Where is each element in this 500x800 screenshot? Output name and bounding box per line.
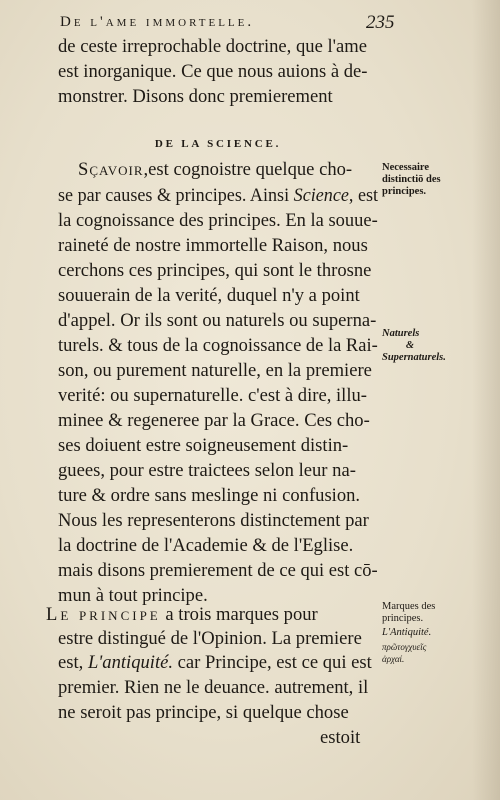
margin-note-necessaire [382,162,490,198]
page-number: 235 [366,12,395,33]
text-line: la cognoissance des principes. En la souue- [58,210,378,231]
margin-note-line: Marques des [382,601,436,612]
text-line: raineté de nostre immortelle Raison, nous [58,235,368,256]
margin-note-marques [382,601,490,665]
text-line: souuerain de la verité, duquel n'y a point [58,285,360,306]
page-gutter-shadow [472,0,500,800]
lead-rest: ,est cognoistre quelque cho- [143,159,353,180]
text-line: mun à tout principe. [58,585,208,606]
text-line: est inorganique. Ce que nous auions à de- [58,61,368,82]
margin-note-line: principes. [382,613,424,624]
margin-note-line: Naturels [382,328,420,339]
lead-rest: a trois marques pour [160,604,318,625]
text-fragment: se par causes & principes. Ainsi [58,185,294,206]
text-line: guees, pour estre traictees selon leur na- [58,460,356,481]
text-line: son, ou purement naturelle, en la premiere [58,360,372,381]
text-line: verité: ou supernaturelle. c'est à dire, illu- [58,385,367,406]
italic-term: L'antiquité. [87,652,174,673]
text-line: ne seroit pas principe, si quelque chose [58,702,349,723]
margin-note-greek: ἀρχαί. [382,654,405,664]
text-line: d'appel. Or ils sont ou naturels ou superna- [58,310,377,331]
text-line: la doctrine de l'Academie & de l'Eglise. [58,535,354,556]
italic-term: Science [293,185,349,206]
lead-word: Sçavoir [78,159,144,180]
text-line: de ceste irreprochable doctrine, que l'ame [58,36,367,57]
text-line: monstrer. Disons donc premierement [58,86,333,107]
text-line: estre distingué de l'Opinion. La premiere [58,628,362,649]
lead-word: Le principe [46,604,161,625]
text-line: mais disons premierement de ce qui est cō- [58,560,378,581]
text-line: premier. Rien ne le deuance. autrement, il [58,677,369,698]
margin-note-greek: πρῶτογχυεῖς [382,642,427,652]
margin-note-line: L'Antiquité. [382,627,432,638]
margin-note-line: distinctiō des [382,174,441,185]
text-line: minee & regeneree par la Grace. Ces cho- [58,410,370,431]
text-fragment: , est [348,185,379,206]
text-line: estoit [320,727,361,748]
running-title: De l'ame immortelle. [60,14,255,30]
text-line [58,652,372,674]
margin-note-line: principes. [382,186,427,197]
text-line: ses doiuent estre soigneusement distin- [58,435,349,456]
margin-note-line: Necessaire [382,162,430,173]
text-line [58,185,378,207]
margin-note-line: & [405,340,415,351]
text-fragment: car Principe, est ce qui est [173,652,372,673]
margin-note-naturels [382,328,490,364]
section-heading: DE LA SCIENCE. [154,138,282,150]
text-fragment: est, [58,652,88,673]
text-line: Nous les representerons distinctement par [58,510,369,531]
margin-note-line: Supernaturels. [382,352,446,363]
text-line [78,159,352,181]
text-line: turels. & tous de la cognoissance de la Rai- [58,335,378,356]
text-line: cerchons ces principes, qui sont le throsne [58,260,372,281]
text-line: ture & ordre sans meslinge ni confusion. [58,485,361,506]
text-line [46,604,318,626]
